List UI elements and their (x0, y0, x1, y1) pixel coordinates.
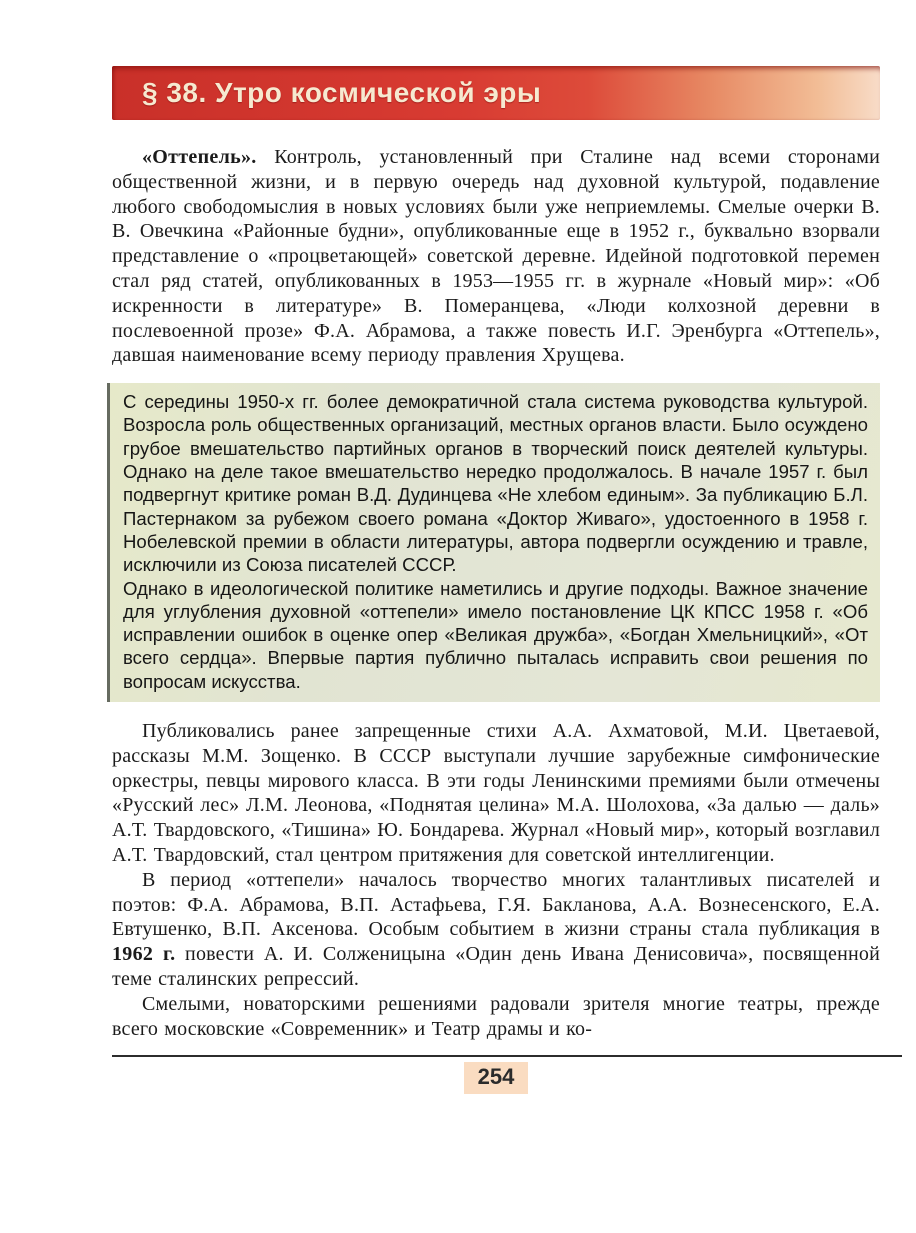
page-number: 254 (464, 1062, 529, 1094)
paragraph-lead-term: «Оттепель». (142, 146, 257, 168)
paragraph-text: повести А. И. Солженицына «Один день Ивана Денисовича», посвященной теме сталинских репрессий. (112, 943, 880, 990)
section-header-banner (112, 66, 880, 120)
section-title: § 38. Утро космической эры (142, 77, 542, 108)
infobox-paragraph-2: Однако в идеологической политике наметились и другие подходы. Важное значение для углубления духовной «оттепели» имело постановление ЦК КПСС 1958 г. «Об исправлении ошибок в оценке опер «Великая дружба», «Богдан Хмельницкий», «От всего сердца». Впервые партия публично пыталась исправить свои решения по вопросам искусства. (123, 577, 868, 692)
highlight-infobox (107, 383, 880, 702)
footer-divider (112, 1055, 902, 1057)
bold-year: 1962 г. (112, 943, 176, 966)
paragraph-text: В период «оттепели» началось творчество многих талантливых писателей и поэтов: Ф.А. Абрамова, В.П. Астафьева, Г.Я. Бакланова, А.А. Вознесенского, Е.А. Евтушенко, В.П. Аксенова. Особым событием в жизни страны стала публикация в (112, 868, 880, 941)
body-paragraph-1 (112, 145, 880, 368)
page-number-container (112, 1062, 880, 1094)
body-paragraph-2: Публиковались ранее запрещенные стихи А.А. Ахматовой, М.И. Цветаевой, рассказы М.М. Зощенко. В СССР выступали лучшие зарубежные симфонические оркестры, певцы мирового класса. В эти годы Ленинскими премиями были отмечены «Русский лес» Л.М. Леонова, «Поднятая целина» М.А. Шолохова, «За далью — даль» А.Т. Твардовского, «Тишина» Ю. Бондарева. Журнал «Новый мир», который возглавил А.Т. Твардовский, стал центром притяжения для советской интеллигенции. (112, 720, 880, 867)
paragraph-text: Контроль, установленный при Сталине над всеми сторонами общественной жизни, и в первую очередь над духовной культурой, подавление любого свободомыслия в новых условиях были уже неприемлемы. Смелые очерки В. В. Овечкина «Районные будни», опубликованные еще в 1952 г., буквально взорвали представление о «процветающей» советской деревне. Идейной подготовкой перемен стал ряд статей, опубликованных в 1953—1955 гг. в журнале «Новый мир»: «Об искренности в литературе» В. Померанцева, «Люди колхозной деревни в послевоенной прозе» Ф.А. Абрамова, а также повесть И.Г. Эренбурга «Оттепель», давшая наименование всему периоду правления Хрущева. (112, 146, 880, 367)
page-content (112, 0, 880, 1094)
body-paragraph-3 (112, 868, 880, 992)
infobox-paragraph-1: С середины 1950-х гг. более демократичной стала система руководства культурой. Возросла роль общественных организаций, местных органов власти. Было осуждено грубое вмешательство партийных органов в творческий поиск деятелей культуры. Однако на деле такое вмешательство нередко продолжалось. В начале 1957 г. был подвергнут критике роман В.Д. Дудинцева «Не хлебом единым». За публикацию Б.Л. Пастернаком за рубежом своего романа «Доктор Живаго», удостоенного в 1958 г. Нобелевской премии в области литературы, автора подвергли осуждению и травле, исключили из Союза писателей СССР. (123, 391, 868, 576)
body-paragraph-4: Смелыми, новаторскими решениями радовали зрителя многие театры, прежде всего московские «Современник» и Театр драмы и ко- (112, 992, 880, 1040)
